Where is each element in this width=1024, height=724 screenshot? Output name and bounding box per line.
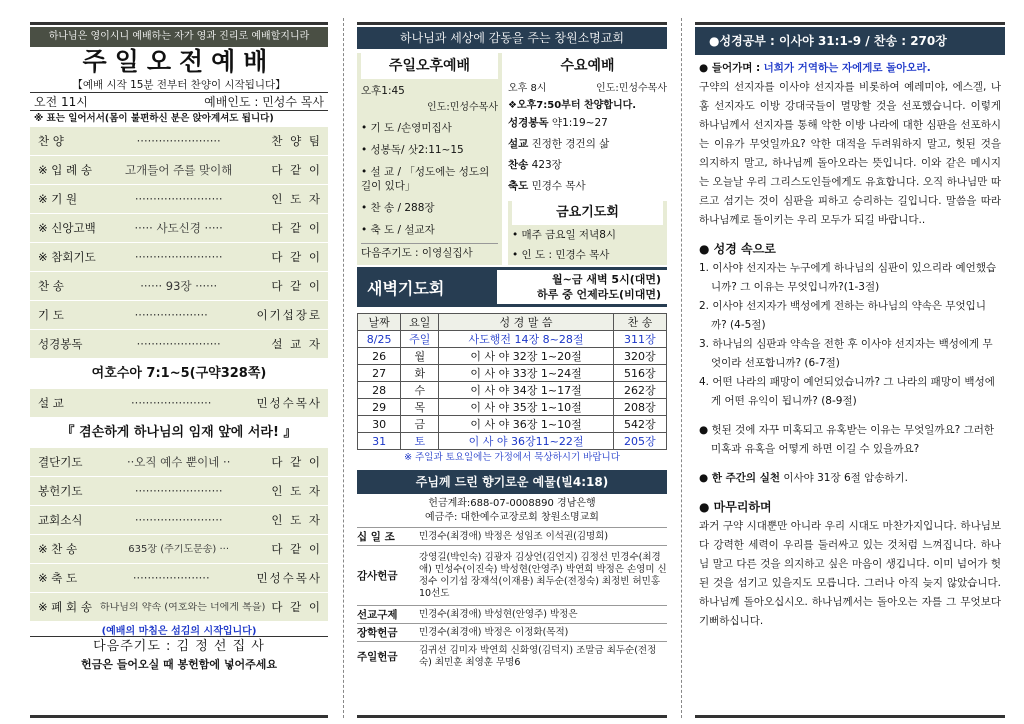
- divider: [681, 18, 682, 718]
- list-item: 주일헌금 김귀선 김미자 박연희 신화영(김덕지) 조말금 최두순(전정숙) 최민훈 최영훈 무명6: [357, 641, 667, 671]
- question: 3. 하나님의 심판과 약속을 전한 후 이사야 선지자는 백성에게 무엇이라 선포합니까? (6-7절): [699, 338, 993, 369]
- list-item: 설교 진정한 경건의 삶: [508, 138, 610, 150]
- section-title: 주일오후예배: [361, 53, 498, 79]
- weekly-practice: ● 한 주간의 실천 이사야 31장 6절 암송하기.: [699, 472, 909, 484]
- order-row: ※ 기 원 ························ 인 도 자: [30, 185, 328, 214]
- order-row: ※ 축 도 ····················· 민성수목사: [30, 564, 328, 593]
- order-list: [30, 127, 328, 622]
- order-row: ※ 찬 송 635장 (주기도문송) ··· 다 같 이: [30, 535, 328, 564]
- list-item: 감사헌금 강영길(박인숙) 김광자 김상언(김언지) 김정선 민경수(최경애) 민성수(이진숙) 박성현(안영주) 박연희 박정은 손영미 신정수 이기섭 장재석(이재용) 최두순(전정숙) 최정빈 허민홍 10선도: [357, 545, 667, 605]
- list-item: • 축 도 / 설교자: [361, 224, 435, 236]
- service-leader: 인도:민성수목사: [427, 102, 498, 113]
- order-row: 찬 양 ······················· 찬 양 팀: [30, 127, 328, 156]
- table-row: 28 수 이 사 야 34장 1~17절 262장: [358, 382, 667, 399]
- bank-account: 헌금계좌:688-07-0008890 경남은행: [428, 498, 596, 509]
- banner: 하나님은 영이시니 예배하는 자가 영과 진리로 예배할지니라: [30, 27, 328, 47]
- table-row: 29 목 이 사 야 35장 1~10절 208장: [358, 399, 667, 416]
- list-item: 축도 민경수 목사: [508, 180, 586, 192]
- weekly-services-column: [357, 22, 667, 718]
- next-week-prayer: 다음주기도 : 이영실집사: [361, 243, 498, 262]
- list-item: 선교구제 민경수(최경애) 박성현(안영주) 박정은: [357, 605, 667, 623]
- sunday-items: [361, 117, 498, 241]
- table-row: 31 토 이 사 야 36장11~22절 205장: [358, 433, 667, 450]
- scripture-reference: 여호수아 7:1~5(구약328쪽): [30, 359, 328, 389]
- order-row: 결단기도 ··오직 예수 뿐이네 ·· 다 같 이: [30, 448, 328, 477]
- list-item: • 인 도 : 민경수 목사: [512, 249, 610, 261]
- table-row: 8/25 주일 사도행전 14장 8~28절 311장: [358, 331, 667, 348]
- table-row: 27 화 이 사 야 33장 1~24절 516장: [358, 365, 667, 382]
- closing-text: 과거 구약 시대뿐만 아니라 우리 시대도 마찬가지입니다. 하나님보다 강력한 세력이 우리를 둘러싸고 있는 것처럼 느껴집니다. 하나님 말고 다른 것을 의지하고 싶은 마음이 생깁니다. 이미 넘어가 헛된 것을 섬기고 있을지도 모릅니다. 그러나 아직 늦지 않았습니다. 하나님께 돌아오십시오. 하나님께서는 돌아오는 자를 그 무엇보다 기뻐하십니다.: [699, 520, 1001, 627]
- page-title: 주일오전예배: [82, 47, 276, 76]
- list-item: • 설 교 / 「성도에는 성도의 길이 있다」: [361, 166, 490, 192]
- list-item: • 성봉독/ 삿2:11~15: [361, 144, 464, 156]
- closing-note: (예배의 마침은 섬김의 시작입니다): [101, 626, 257, 637]
- morning-service-column: [30, 22, 328, 718]
- standing-note: ※ 표는 일어서서(몸이 불편하신 분은 앉아계셔도 됩니다): [34, 113, 274, 124]
- dawn-prayer-header: 새벽기도회 월~금 새벽 5시(대면) 하루 중 언제라도(비대면): [357, 267, 667, 307]
- service-time: 오후1:45: [361, 85, 405, 97]
- account-holder: 예금주: 대한예수교장로회 창원소명교회: [425, 512, 599, 523]
- question: 4. 어떤 나라의 패망이 예언되었습니까? 그 나라의 패망이 백성에게 어떤 유익이 됩니까? (8-9절): [699, 376, 995, 407]
- order-row: ※ 입 례 송 고개들어 주를 맞이해 다 같 이: [30, 156, 328, 185]
- order-row: ※ 폐 회 송 하나님의 약속 (여호와는 너에게 복을) 다 같 이: [30, 593, 328, 622]
- question: 2. 이사야 선지자가 백성에게 전하는 하나님의 약속은 무엇입니까? (4-5절): [699, 300, 986, 331]
- service-leader: 인도:민성수목사: [596, 83, 667, 94]
- order-row: 찬 송 ······ 93장 ······ 다 같 이: [30, 272, 328, 301]
- list-item: 성경봉독 약1:19~27: [508, 117, 608, 129]
- list-item: • 찬 송 / 288장: [361, 202, 435, 214]
- next-week-prayer: 다음주기도 : 김 정 선 집 사: [30, 636, 328, 656]
- list-item: 십 일 조 민경수(최경애) 박정은 성임조 이석권(김명희): [357, 527, 667, 545]
- question: 1. 이사야 선지자는 누구에게 하나님의 심판이 있으리라 예언했습니까? 그 이유는 무엇입니까?(1-3절): [699, 262, 997, 293]
- section-title: ● 마무리하며: [699, 500, 772, 514]
- study-header: ●성경공부 : 이사야 31:1-9 / 찬송 : 270장: [695, 27, 1005, 55]
- list-item: • 매주 금요일 저녁8시: [512, 229, 617, 241]
- order-row: 설 교 ······················ 민성수목사: [30, 389, 328, 418]
- reflection-question: ● 헛된 것에 자꾸 미혹되고 유혹받는 이유는 무엇일까요? 그러한 미혹과 유혹을 어떻게 하면 이길 수 있을까요?: [699, 424, 995, 455]
- wednesday-service: [502, 53, 667, 265]
- table-note: ※ 주일과 토요일에는 가정에서 묵상하시기 바랍니다: [404, 452, 620, 463]
- list-item: • 기 도 /손영미집사: [361, 122, 452, 134]
- list-item: 찬송 423장: [508, 159, 562, 171]
- offering-title: 주님께 드린 향기로운 예물(빌4:18): [357, 470, 667, 494]
- section-title: 금요기도회: [512, 201, 663, 225]
- reading-table: 날짜 요일 성 경 말 씀 찬 송 8/25 주일 사도행전 14장 8~28절 311장 26 월 이 사 야 32장 1~20절 320장 27 화 이 사 야 33장 1~24절 516장 28 수 이 사 야 34장 1~17절 262장 29 목 이 사 야 35장 1~10절 208장 30 금 이 사 야 36장 1~10절 542장 31 토 이 사 야 36장11~22절 205장: [357, 313, 667, 450]
- service-time: 오후 8시: [508, 83, 547, 94]
- divider: [343, 18, 344, 718]
- bible-study-column: [695, 22, 1005, 718]
- section-title: ● 성경 속으로: [699, 242, 776, 256]
- order-row: 교회소식 ························ 인 도 자: [30, 506, 328, 535]
- friday-prayer: [508, 201, 667, 265]
- order-row: 봉헌기도 ························ 인 도 자: [30, 477, 328, 506]
- banner: 하나님과 세상에 감동을 주는 창원소명교회: [357, 27, 667, 49]
- table-row: 26 월 이 사 야 32장 1~20절 320장: [358, 348, 667, 365]
- offering-list: [357, 527, 667, 671]
- service-leader: 예배인도 : 민성수 목사: [204, 95, 324, 109]
- intro-text: 구약의 선지자를 이사야 선지자를 비롯하여 예레미야, 에스겔, 나훔 선지자도 이방 강대국들이 멸망할 것을 선포했습니다. 이렇게 하나님께서 선지자를 통해 악한 이방 나라에 대한 심판을 선포하시는 이유가 무엇일까요? 악한 대적을 두려워하지 말고, 헛된 것을 의지하지 말고, 하나님께 돌아오라는 뜻입니다. 이와 같은 메시지는 오늘날 우리 그리스도인들에게도 유효합니다. 오직 하나님만 따르고 섬기는 것이 심판을 피하고 승리하는 길입니다. 말씀을 따라 하나님께로 돌이키는 우리 모두가 되길 바랍니다..: [699, 81, 1001, 226]
- table-row: 30 금 이 사 야 36장 1~10절 542장: [358, 416, 667, 433]
- subtitle: 【예배 시작 15분 전부터 찬양이 시작됩니다】: [72, 79, 286, 91]
- order-row: 기 도 ···················· 이기섭장로: [30, 301, 328, 330]
- order-row: 성경봉독 ······················· 설 교 자: [30, 330, 328, 359]
- order-row: ※ 신앙고백 ····· 사도신경 ····· 다 같 이: [30, 214, 328, 243]
- order-row: ※ 참회기도 ························ 다 같 이: [30, 243, 328, 272]
- section-title: 수요예배: [560, 58, 615, 74]
- intro-heading: ● 들어가며 : 너희가 거역하는 자에게로 돌아오라.: [699, 62, 931, 74]
- service-time: 오전 11시: [34, 95, 88, 109]
- praise-note: ❖오후7:50부터 찬양합니다.: [508, 100, 637, 111]
- list-item: 장학헌금 민경수(최경애) 박정은 이정화(목적): [357, 623, 667, 641]
- offering-note: 헌금은 들어오실 때 봉헌함에 넣어주세요: [81, 658, 277, 671]
- sunday-afternoon-service: [357, 53, 502, 265]
- sermon-title: 『 겸손하게 하나님의 임재 앞에 서라! 』: [30, 418, 328, 448]
